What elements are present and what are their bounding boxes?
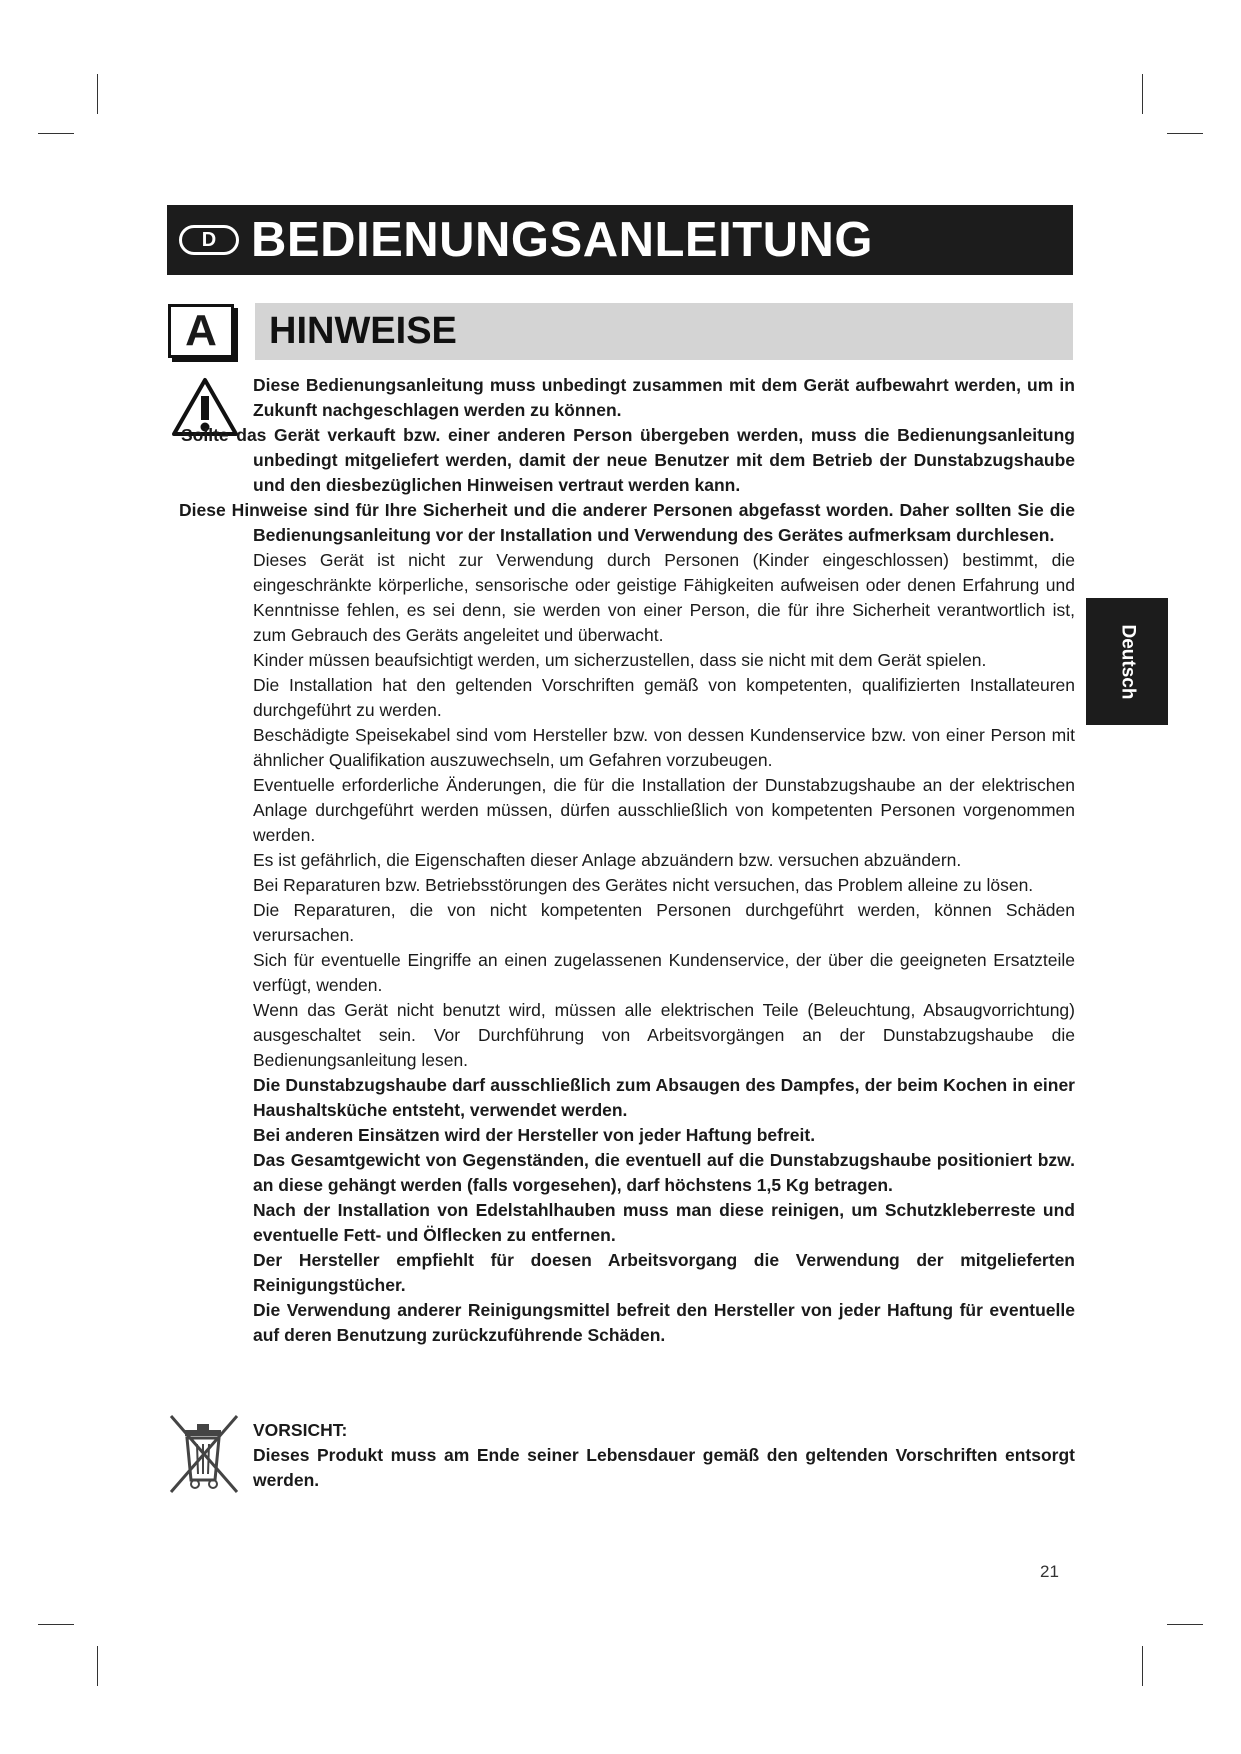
paragraph: Dieses Gerät ist nicht zur Verwendung durch Personen (Kinder eingeschlossen) bestimmt, die eingeschränkte körperliche, sensorische oder geistige Fähigkeiten aufweisen oder denen Erfahrung und Kenntnisse fehlen, es sei denn, sie werden von einer Person, die für ihre Sicherheit verantwortlich ist, zum Gebrauch des Geräts angeleitet und überwacht. <box>253 550 1075 645</box>
paragraph-text: Diese Hinweise sind für Ihre Sicherheit und die anderer Personen abgefasst worden. Daher sollten Sie die Bedienungsanleitung vor der Installation und Verwendung des Gerätes aufmerksam durchlesen. <box>179 500 1075 545</box>
paragraph: Kinder müssen beaufsichtigt werden, um sicherzustellen, dass sie nicht mit dem Gerät spielen. <box>253 650 987 670</box>
paragraph: Nach der Installation von Edelstahlhauben muss man diese reinigen, um Schutzkleberreste und eventuelle Fett- und Ölflecken zu entfernen. <box>253 1200 1075 1245</box>
paragraph: Die Reparaturen, die von nicht kompetenten Personen durchgeführt werden, können Schäden verursachen. <box>253 900 1075 945</box>
paragraph <box>179 498 1075 548</box>
crop-mark <box>97 74 98 114</box>
paragraph: Bei anderen Einsätzen wird der Hersteller von jeder Haftung befreit. <box>253 1125 816 1145</box>
section-title: HINWEISE <box>269 310 457 352</box>
instructions-text <box>179 373 1075 1348</box>
paragraph: Die Verwendung anderer Reinigungsmittel befreit den Hersteller von jeder Haftung für eventuelle auf deren Benutzung zurückzuführende Schäden. <box>253 1300 1075 1345</box>
paragraph: Der Hersteller empfiehlt für doesen Arbeitsvorgang die Verwendung der mitgelieferten Reinigungstücher. <box>253 1250 1075 1295</box>
paragraph: Das Gesamtgewicht von Gegenständen, die eventuell auf die Dunstabzugshaube positioniert bzw. an diese gehängt werden (falls vorgesehen), darf höchstens 1,5 Kg betragen. <box>253 1150 1075 1195</box>
language-badge: D <box>179 225 239 255</box>
crop-mark <box>1167 1624 1203 1625</box>
paragraph: Es ist gefährlich, die Eigenschaften dieser Anlage abzuändern bzw. versuchen abzuändern. <box>253 850 962 870</box>
section-letter: A <box>168 304 234 358</box>
paragraph: Bei Reparaturen bzw. Betriebsstörungen des Gerätes nicht versuchen, das Problem alleine zu lösen. <box>253 875 1034 895</box>
caution-block <box>253 1418 1075 1493</box>
paragraph: Die Installation hat den geltenden Vorschriften gemäß von kompetenten, qualifizierten Installateuren durchgeführt zu werden. <box>253 675 1075 720</box>
paragraph <box>181 423 1075 498</box>
crop-mark <box>1167 133 1203 134</box>
language-side-tab-label: Deutsch <box>1117 624 1138 699</box>
language-side-tab <box>1086 598 1168 725</box>
paragraph-text: Sollte das Gerät verkauft bzw. einer anderen Person übergeben werden, muss die Bedienungsanleitung unbedingt mitgeliefert werden, damit der neue Benutzer mit dem Betrieb der Dunstabzugshaube und den diesbezüglichen Hinweisen vertraut werden kann. <box>181 425 1075 495</box>
crop-mark <box>97 1646 98 1686</box>
caution-text: Dieses Produkt muss am Ende seiner Lebensdauer gemäß den geltenden Vorschriften entsorgt werden. <box>253 1445 1075 1490</box>
crop-mark <box>1142 1646 1143 1686</box>
paragraph: Diese Bedienungsanleitung muss unbedingt zusammen mit dem Gerät aufbewahrt werden, um in Zukunft nachgeschlagen werden zu können. <box>253 375 1075 420</box>
paragraph: Sich für eventuelle Eingriffe an einen zugelassenen Kundenservice, der über die geeigneten Ersatzteile verfügt, wenden. <box>253 950 1075 995</box>
crop-mark <box>38 1624 74 1625</box>
paragraph: Eventuelle erforderliche Änderungen, die für die Installation der Dunstabzugshaube an der elektrischen Anlage durchgeführt werden müssen, dürfen ausschließlich von kompetenten Personen vorgenommen werden. <box>253 775 1075 845</box>
page-number: 21 <box>1040 1562 1059 1581</box>
crop-mark <box>38 133 74 134</box>
paragraph: Die Dunstabzugshaube darf ausschließlich zum Absaugen des Dampfes, der beim Kochen in einer Haushaltsküche entsteht, verwendet werden. <box>253 1075 1075 1120</box>
caution-heading: VORSICHT: <box>253 1420 348 1440</box>
paragraph: Wenn das Gerät nicht benutzt wird, müssen alle elektrischen Teile (Beleuchtung, Absaugvorrichtung) ausgeschaltet sein. Vor Durchführung von Arbeitsvorgängen an der Dunstabzugshaube die Bedienungsanleitung lesen. <box>253 1000 1075 1070</box>
crop-mark <box>1142 74 1143 114</box>
section-bar <box>255 303 1073 360</box>
paragraph: Beschädigte Speisekabel sind vom Hersteller bzw. von dessen Kundenservice bzw. von einer Person mit ähnlicher Qualifikation auszuwechseln, um Gefahren vorzubeugen. <box>253 725 1075 770</box>
crossed-out-bin-icon <box>165 1410 243 1498</box>
page-title: BEDIENUNGSANLEITUNG <box>251 213 874 267</box>
title-bar <box>167 205 1073 275</box>
